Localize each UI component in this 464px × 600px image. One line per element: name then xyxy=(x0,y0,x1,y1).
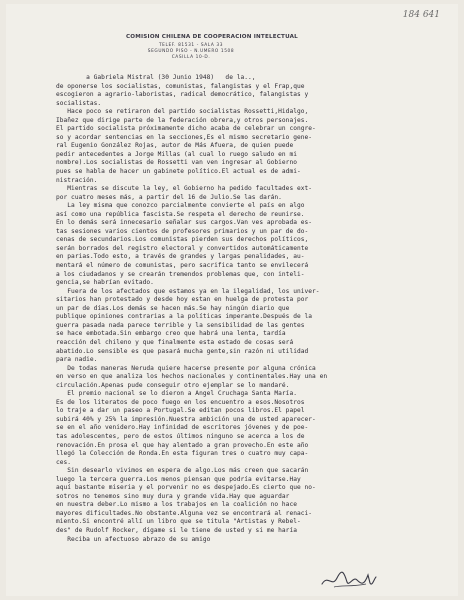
letterhead-address: SEGUNDO PISO - N.UMERO 1508 xyxy=(147,49,235,54)
letter-line: socialistas. xyxy=(56,99,102,107)
archive-page-number: 184 641 xyxy=(402,10,440,20)
letter-line: en parias.Todo esto, a través de grandes y largas penalidades, au- xyxy=(56,253,305,261)
letter-line: pues se habla de hacer un gabinete político.El actual es de admi- xyxy=(56,168,301,176)
letter-line: publique opiniones contrarias a la políticas imperante.Después de la xyxy=(56,313,313,321)
letter-line: gencia,se habrían evitado. xyxy=(56,279,154,287)
letter-line: abatido.Lo sensible es que pasará mucha gente,sin razón ni utilidad xyxy=(56,347,309,355)
letter-line: De todas maneras Neruda quiere hacerse presente por alguna crónica xyxy=(56,364,316,372)
letter-line: Reciba un afectuoso abrazo de su amigo xyxy=(56,535,211,543)
letter-line: Mientras se discute la ley, el Gobierno ha pedido facultades ext- xyxy=(56,185,313,193)
letter-line: luego la tercera guerra.Los menos piensan que podría evitarse.Hay xyxy=(56,475,301,483)
letter-line: reacción del chileno y que finalmente esta estado de cosas será xyxy=(56,338,294,346)
letter-line: circulación.Apenas pude conseguir otro ejemplar se lo mandaré. xyxy=(56,381,290,389)
letter-line: a Gabriela Mistral (30 Junio 1948) de la.., xyxy=(56,74,256,81)
letterhead-phone: TELEF. 81531 - SALA 33 xyxy=(158,43,224,48)
letter-line: miento.Si encontré allí un libro que se titula "Artistas y Rebel- xyxy=(56,518,301,526)
letter-line: guerra pasada nada parece terrible y la sensibilidad de las gentes xyxy=(56,321,305,329)
letter-line: cenas de secundarios.Los comunistas pierden sus derechos políticos, xyxy=(56,236,309,244)
letter-line: renovación.En prosa el que hay alentado a gran provecho.En este año xyxy=(56,441,309,449)
letter-line: así como una república fascista.Se respeta el derecho de reunirse. xyxy=(56,210,305,218)
letter-line: lo traje a dar un paseo a Portugal.Se editan pocos libros.El papel xyxy=(56,407,305,415)
letter-line: serán borrados del registro electoral y convertidos automáticamente xyxy=(56,244,309,252)
letter-line: nombre).Los socialistas de Rossetti van ven ingresar al Gobierno xyxy=(56,159,297,167)
letter-line: tas adolescentes, pero de estos últimos ninguno se acerca a los de xyxy=(56,432,305,440)
letter-line: tas sesiones varios cientos de profesores primarios y un par de do- xyxy=(56,227,309,235)
letter-line: La ley misma que conozco parcialmente convierte el país en algo xyxy=(56,202,305,210)
handwritten-signature xyxy=(320,568,378,592)
letter-line: Es de los literatos de poco fuego en los encuentro a esos.Nosotros xyxy=(56,398,305,406)
letter-line: Sin desearlo vivimos en espera de algo.Los más creen que sacarán xyxy=(56,467,309,475)
letter-line: sotros no tenemos sino muy dura y grande vida.Hay que aguardar xyxy=(56,492,290,500)
letter-line: pedir antecedentes a Jorge Millas (al cual lo ruego saludo en mi xyxy=(56,150,297,158)
letter-line: llegó la Colección de Ronda.En esta figuran tres o cuatro muy capa- xyxy=(56,450,309,458)
letter-line: se hace embotada.Sin embargo creo que habrá una lenta, tardía xyxy=(56,330,286,338)
letterhead-organization: COMISION CHILENA DE COOPERACION INTELECTUAL xyxy=(126,34,298,40)
letter-body xyxy=(56,74,448,544)
letter-line: ces. xyxy=(56,458,72,466)
letter-line: mentará el número de comunistas, pero sacrifica tanto se envilecerá xyxy=(56,262,309,270)
letter-line: en nuestra deber.Lo mismo a los trabajos en la coalición no hace xyxy=(56,501,297,509)
letter-line: so y acordar sentencias en la secciones,Es el mismo secretario gene- xyxy=(56,133,313,141)
letter-line: des" de Rudolf Rocker, dígame si le tiene de usted y si me haría xyxy=(56,526,297,534)
letter-line: en verso en que analiza los hechos nacionales y continentales.Hay una en xyxy=(56,373,328,381)
letter-line: Hace poco se retiraron del partido socialistas Rossetti,Hidalgo, xyxy=(56,108,309,116)
letter-page xyxy=(6,4,458,596)
letter-line: mayores dificultades.No obstante.Alguna vez se encontrará al renaci- xyxy=(56,509,313,517)
letter-line: por cuatro meses más, a partir del 16 de Julio.Se las darán. xyxy=(56,193,282,201)
letter-line: subirá 40% y 25% la impresión.Nuestra ambición una de usted aparecer- xyxy=(56,415,316,423)
letter-line: para nadie. xyxy=(56,356,98,364)
letter-line: a los ciudadanos y se crearán tremendos problemas que, con inteli- xyxy=(56,270,305,278)
letterhead-mailbox: CASILLA 10-D. xyxy=(171,55,211,60)
letter-line: un par de días.Los demás se hacen más.Se hay ningún diario que xyxy=(56,304,290,312)
letter-line: sitarios han protestado y desde hoy estan en huelga de protesta por xyxy=(56,296,309,304)
letterhead xyxy=(126,34,298,61)
letter-line: aquí bastante miseria y el porvenir no es despejado.Es cierto que no- xyxy=(56,484,316,492)
letter-line: Ibañez que dirige parte de la federación obrera,y otros personajes. xyxy=(56,116,309,124)
letter-line: El premio nacional se lo dieron a Angel Cruchaga Santa María. xyxy=(56,390,297,398)
letter-line: El partido socialista próximamente dicho acaba de celebrar un congre- xyxy=(56,125,316,133)
letter-line: se en el año venidero.Hay infinidad de escritores jóvenes y de poe- xyxy=(56,424,309,432)
letter-line: escogieron a agrario-laboristas, radical democrático, falangistas y xyxy=(56,91,309,99)
letter-line: nistración. xyxy=(56,176,98,184)
letter-line: Fuera de los afectados que estamos ya en la ilegalidad, los univer- xyxy=(56,287,320,295)
letter-line: ral Eugenio González Rojas, autor de Más Afuera, de quien puede xyxy=(56,142,294,150)
letter-line: de oponerse los socialistas, comunistas, falangistas y el Frap,que xyxy=(56,82,305,90)
letter-line: En lo demás será innecesario señalar sus cargos.Van ves aprobada es- xyxy=(56,219,313,227)
